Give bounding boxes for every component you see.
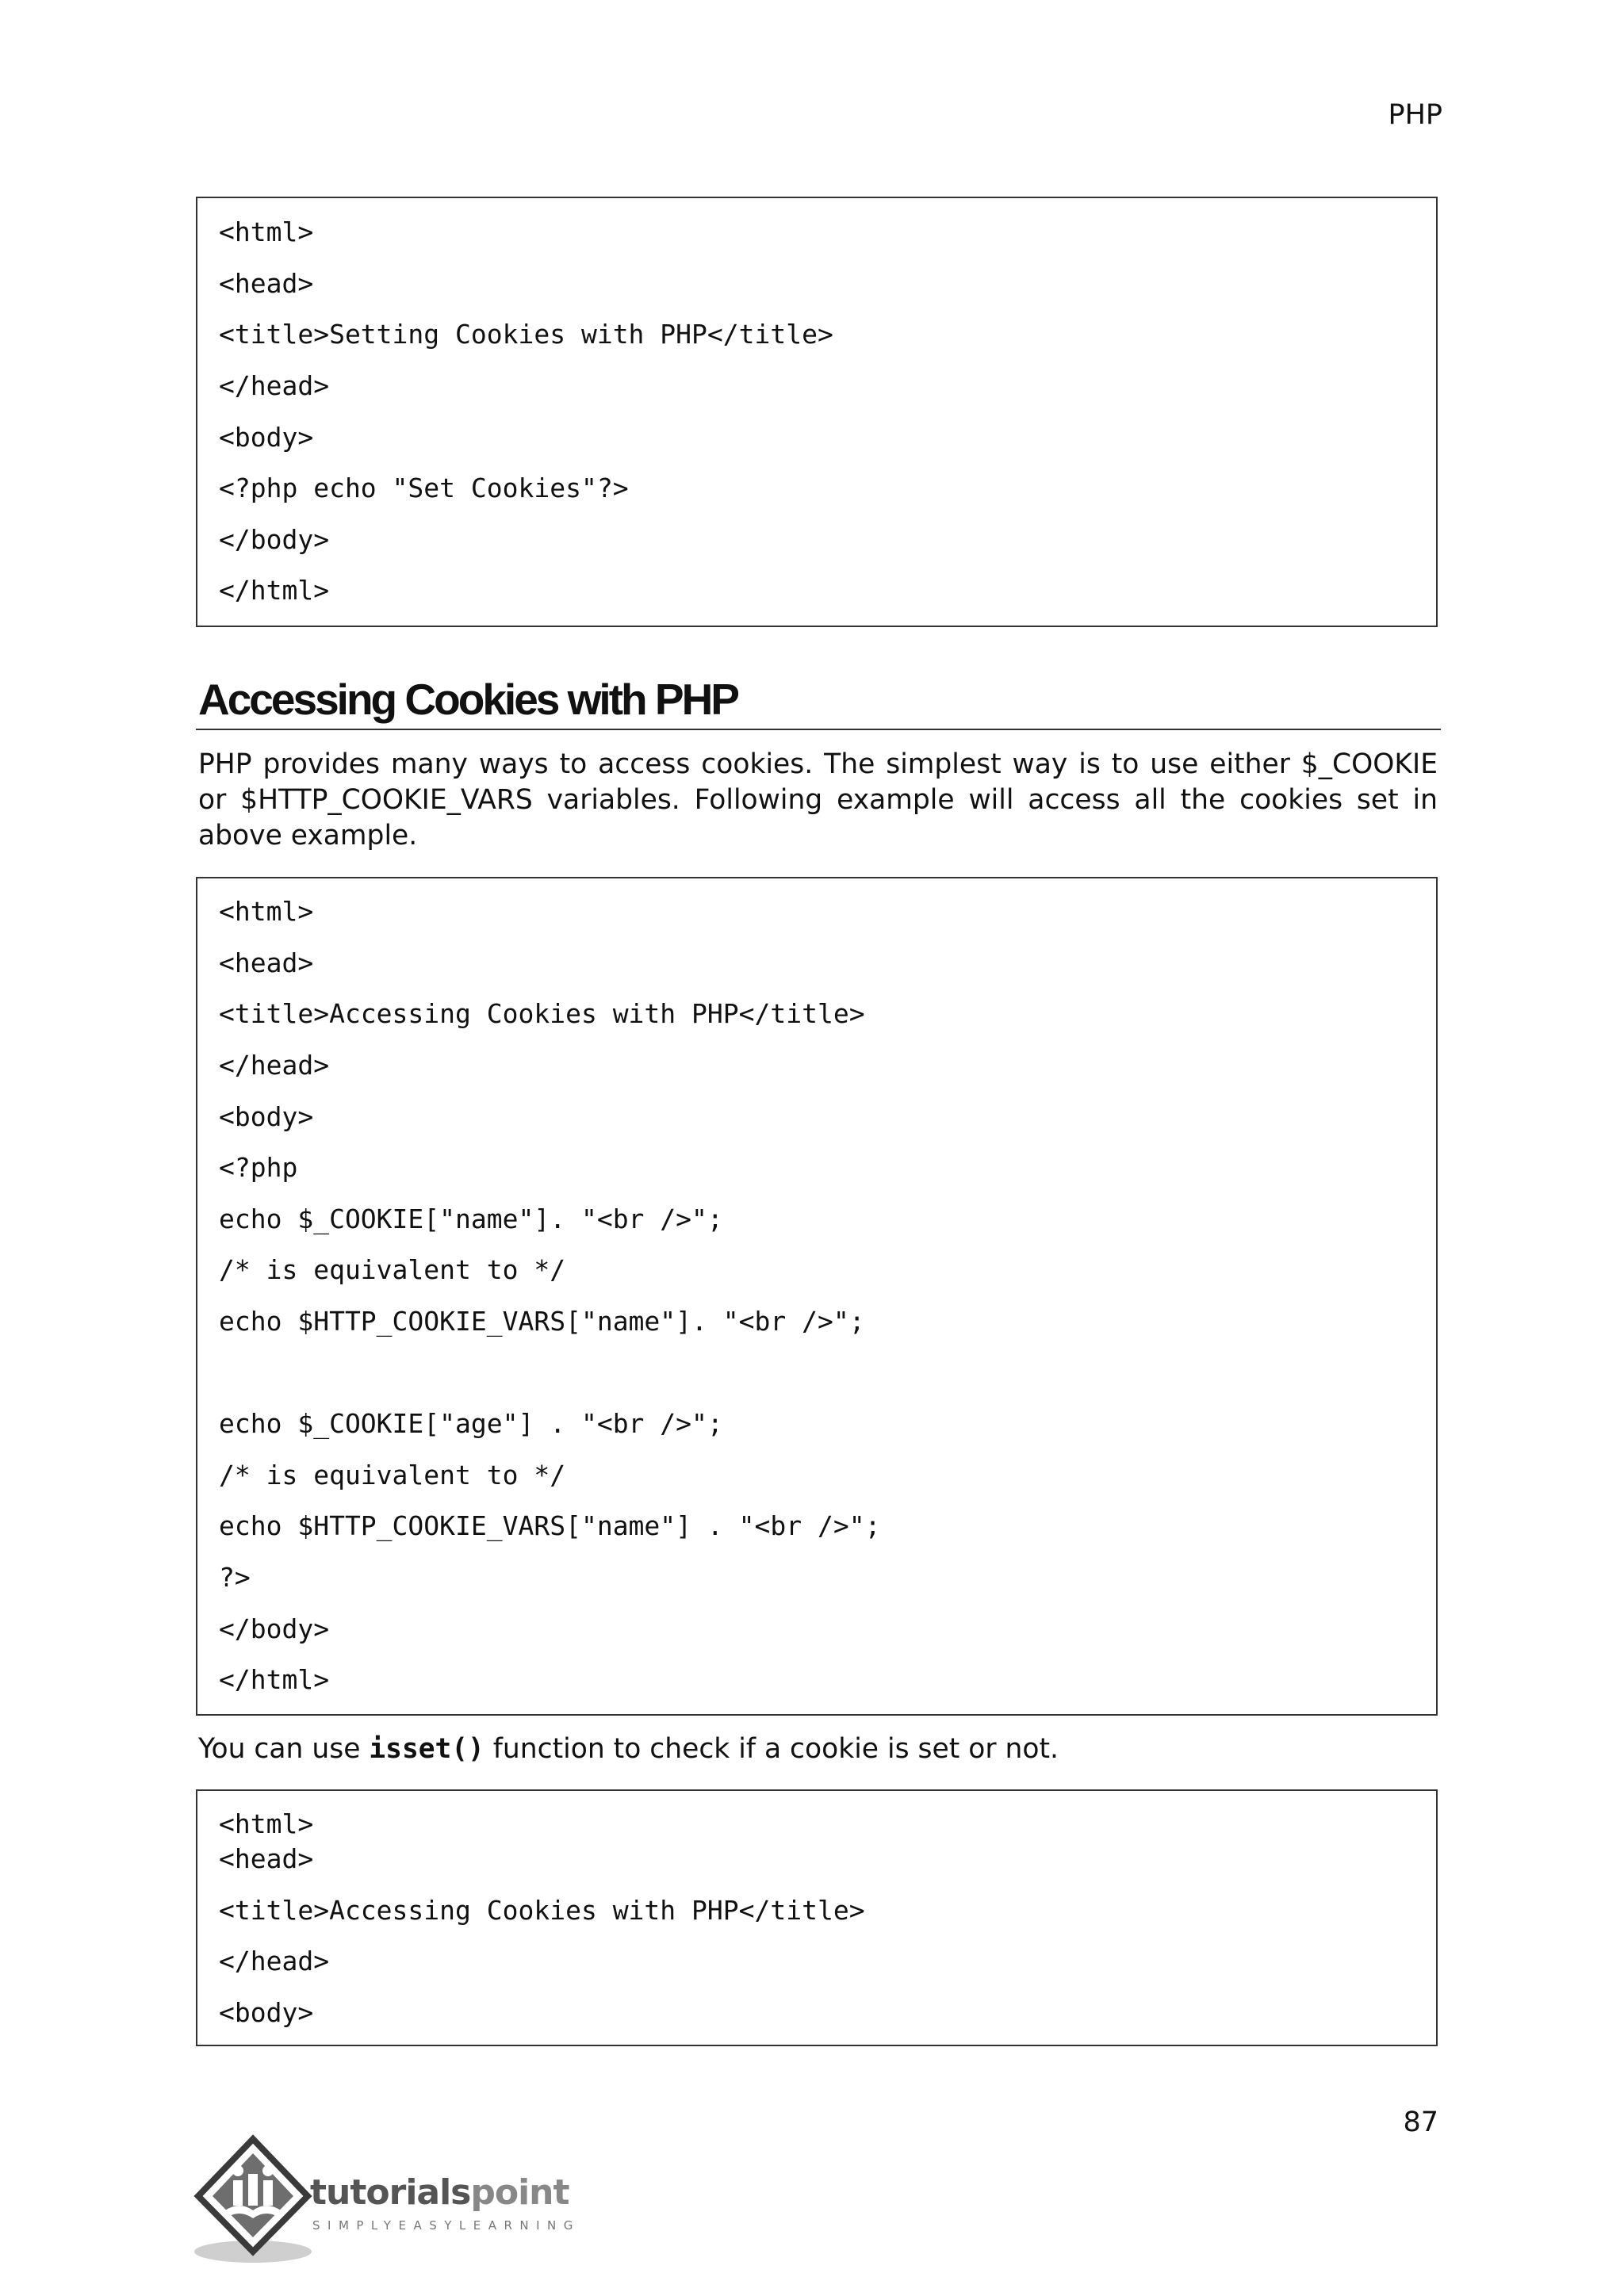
code-line: </html> [219,1664,330,1695]
page-number: 87 [1403,2107,1438,2138]
code-line: <head> [219,947,314,978]
logo-word-point: point [470,2172,569,2213]
logo-tagline: SIMPLYEASYLEARNING [312,2218,580,2233]
code-line: <body> [219,1101,314,1132]
code-block-isset-example [196,1789,1438,2046]
code-line: </body> [219,524,330,555]
paragraph-line: or $HTTP_COOKIE_VARS variables. Following example will access all the cookies set in [198,784,1438,816]
inline-code-isset: isset() [369,1733,485,1765]
intro-paragraph [198,747,1438,854]
tutorialspoint-logo [193,2133,606,2267]
code-line: echo $_COOKIE["name"]. "<br />"; [219,1203,723,1234]
code-line: <?php [219,1152,298,1183]
code-line: <body> [219,1997,314,2028]
code-line: <head> [219,1843,314,1874]
code-line: </head> [219,1946,330,1976]
code-line: <html> [219,1808,314,1839]
code-line: </html> [219,575,330,606]
code-line: <title>Setting Cookies with PHP</title> [219,319,833,350]
paragraph-line: above example. [198,820,418,851]
code-line: /* is equivalent to */ [219,1254,566,1285]
code-line: ?> [219,1562,251,1593]
code-block-accessing-cookies [196,877,1438,1716]
section-heading: Accessing Cookies with PHP [198,675,737,724]
heading-underline [196,729,1441,730]
isset-paragraph [198,1732,1438,1767]
paragraph-text: function to check if a cookie is set or not. [484,1733,1059,1765]
paragraph-line: PHP provides many ways to access cookies. The simplest way is to use either $_COOKIE [198,748,1438,780]
code-line: <html> [219,216,314,247]
code-line: <title>Accessing Cookies with PHP</title> [219,998,865,1029]
code-line: <html> [219,896,314,927]
running-header: PHP [1388,99,1442,131]
code-line: <?php echo "Set Cookies"?> [219,473,629,503]
paragraph-text: You can use [198,1733,370,1765]
code-line: echo $_COOKIE["age"] . "<br />"; [219,1408,723,1439]
code-line: <body> [219,422,314,453]
code-line: /* is equivalent to */ [219,1460,566,1490]
code-line: </body> [219,1613,330,1644]
code-line: <title>Accessing Cookies with PHP</title> [219,1895,865,1926]
code-line: echo $HTTP_COOKIE_VARS["name"] . "<br />"; [219,1510,881,1541]
code-line: </head> [219,1050,330,1081]
code-block-setting-cookies [196,197,1438,627]
code-line: <head> [219,268,314,299]
code-line: </head> [219,370,330,401]
code-line: echo $HTTP_COOKIE_VARS["name"]. "<br />"; [219,1306,865,1337]
logo-wordmark [310,2172,569,2213]
logo-emblem-icon [193,2133,312,2267]
logo-word-tutorials: tutorials [310,2172,471,2213]
